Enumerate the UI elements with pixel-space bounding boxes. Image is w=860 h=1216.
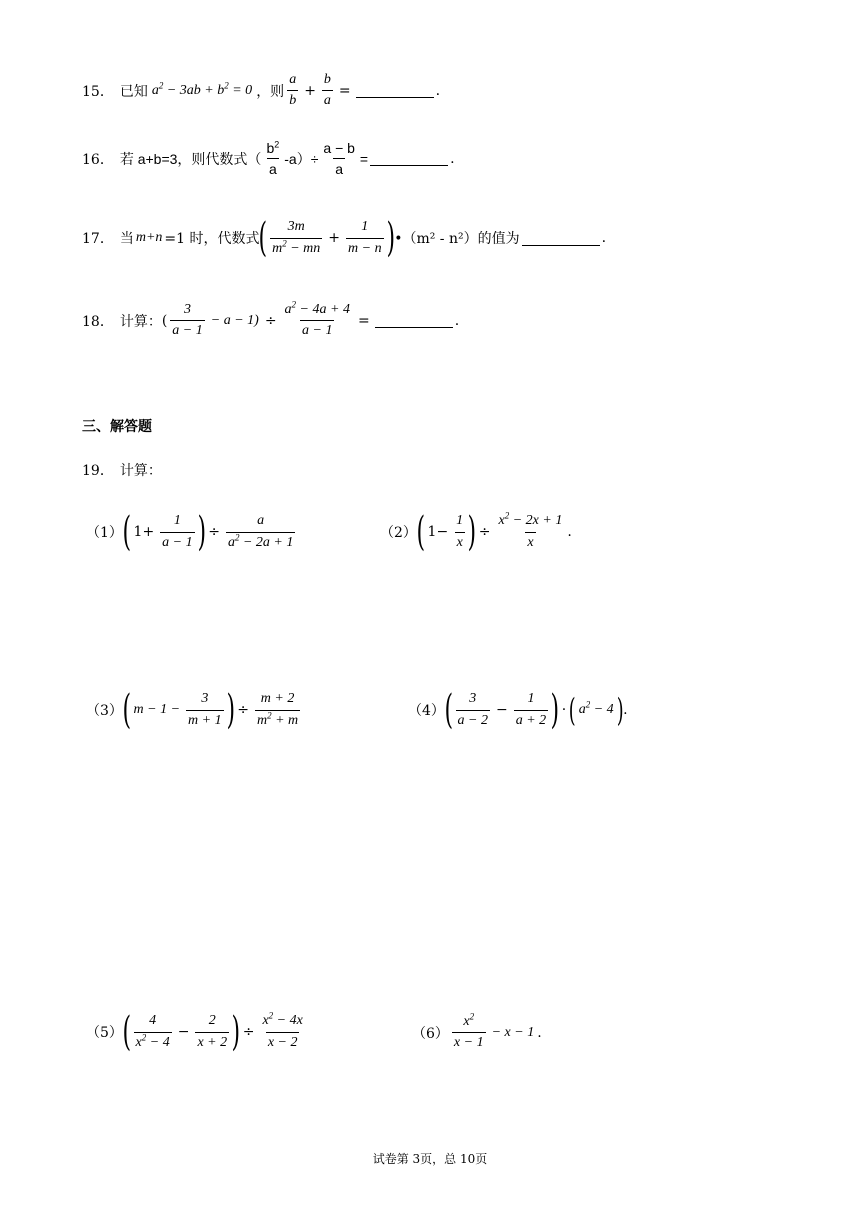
page-footer: 试卷第 3页，总 10页 xyxy=(372,1152,488,1166)
period: . xyxy=(450,150,455,167)
question-text: 已知 xyxy=(119,83,148,100)
question-text: 计算： xyxy=(119,313,162,330)
question-number: 17． xyxy=(82,231,114,247)
subproblem-1: （1） ( 1+ $\frac{1}{a - 1}$ ) ÷ $\frac{a}{a^2 - 2a + 1}$ xyxy=(86,509,294,555)
subproblem-2: （2） ( 1− $\frac{1}{x}$ ) ÷ $\frac{x^2 - 2x + 1}{x}$ . xyxy=(380,509,572,555)
subproblem-label: （3） xyxy=(86,703,123,719)
question-17: 17． 当 m+n =1 时，代数式 ( $\frac{3m}{m^2 - mn}$ + $\frac{1}{m - n}$ ) •（m² - n²）的值为 . xyxy=(82,215,607,261)
fraction-3-over-a-minus-1: $\frac{3}{a - 1}$ xyxy=(172,302,203,339)
subproblem-5: （5） ( $\frac{4}{x^2 - 4}$ − $\frac{2}{x + 2}$ ) ÷ $\frac{x^2 - 4x}{x - 2}$ xyxy=(86,1009,303,1055)
question-18: 18． 计算： ( $\frac{3}{a - 1}$ − a − 1) ÷ $\frac{a^2 - 4a + 4}{a - 1}$ = . xyxy=(82,299,460,339)
fraction-3m: $\frac{3m}{m^2 - mn}$ xyxy=(272,219,321,256)
subproblem-label: （2） xyxy=(380,525,417,541)
question-text: 若 a+b=3，则代数式（ xyxy=(119,150,262,167)
fraction-b2-over-a: $\frac{b^2}{a}$ xyxy=(266,139,280,178)
answer-blank xyxy=(370,151,448,166)
variables: m+n xyxy=(135,230,163,245)
question-text: =1 时，代数式 xyxy=(164,231,260,247)
section-heading: 三、解答题 xyxy=(82,419,152,435)
answer-blank xyxy=(356,83,434,98)
question-16 xyxy=(82,140,455,177)
given-equation: $a^2 - 3ab + b^2 = 0$ xyxy=(151,79,253,98)
question-number: 18． xyxy=(82,313,114,330)
question-number: 15． xyxy=(82,83,114,100)
period: . xyxy=(454,312,460,329)
question-text: 当 xyxy=(119,231,134,247)
fraction-a-over-b: $\frac{a}{b}$ xyxy=(289,72,297,109)
subproblem-label: （1） xyxy=(86,525,123,541)
question-text: -a）÷ xyxy=(284,150,319,167)
subproblem-label: （5） xyxy=(86,1025,123,1041)
question-number: 16． xyxy=(82,151,114,168)
answer-blank xyxy=(522,231,600,246)
subproblem-label: （4） xyxy=(408,703,445,719)
question-19 xyxy=(82,460,162,480)
answer-blank xyxy=(375,313,453,328)
subproblem-6: （6） $\frac{x^2}{x - 1}$ − x − 1 . xyxy=(412,1011,542,1051)
period: . xyxy=(435,82,441,99)
question-text: ，则 xyxy=(256,83,285,100)
question-text: 计算： xyxy=(119,463,162,479)
fraction-1-over-m-minus-n: $\frac{1}{m - n}$ xyxy=(348,219,382,256)
equals: = xyxy=(359,150,369,167)
fraction-a-minus-b-over-a: $\frac{a - b}{a}$ xyxy=(323,140,355,178)
subproblem-4: （4） ( $\frac{3}{a - 2}$ − $\frac{1}{a + 2}$ ) · ( $a^2 - 4$ ) . xyxy=(408,687,628,733)
subproblem-label: （6） xyxy=(412,1025,449,1042)
fraction-b-over-a: $\frac{b}{a}$ xyxy=(323,72,331,109)
question-text: •（m² - n²）的值为 xyxy=(394,231,520,247)
question-15: 15． 已知 $a^2 - 3ab + b^2 = 0$ ，则 $\frac{a}{b}$ + $\frac{b}{a}$ = . xyxy=(82,72,441,109)
period: . xyxy=(601,230,607,246)
fraction-a2-4a-4: $\frac{a^2 - 4a + 4}{a - 1}$ xyxy=(284,299,350,339)
question-number: 19． xyxy=(82,463,114,479)
subproblem-3: （3） ( m − 1 − $\frac{3}{m + 1}$ ) ÷ $\frac{m + 2}{m^2 + m}$ xyxy=(86,687,299,733)
